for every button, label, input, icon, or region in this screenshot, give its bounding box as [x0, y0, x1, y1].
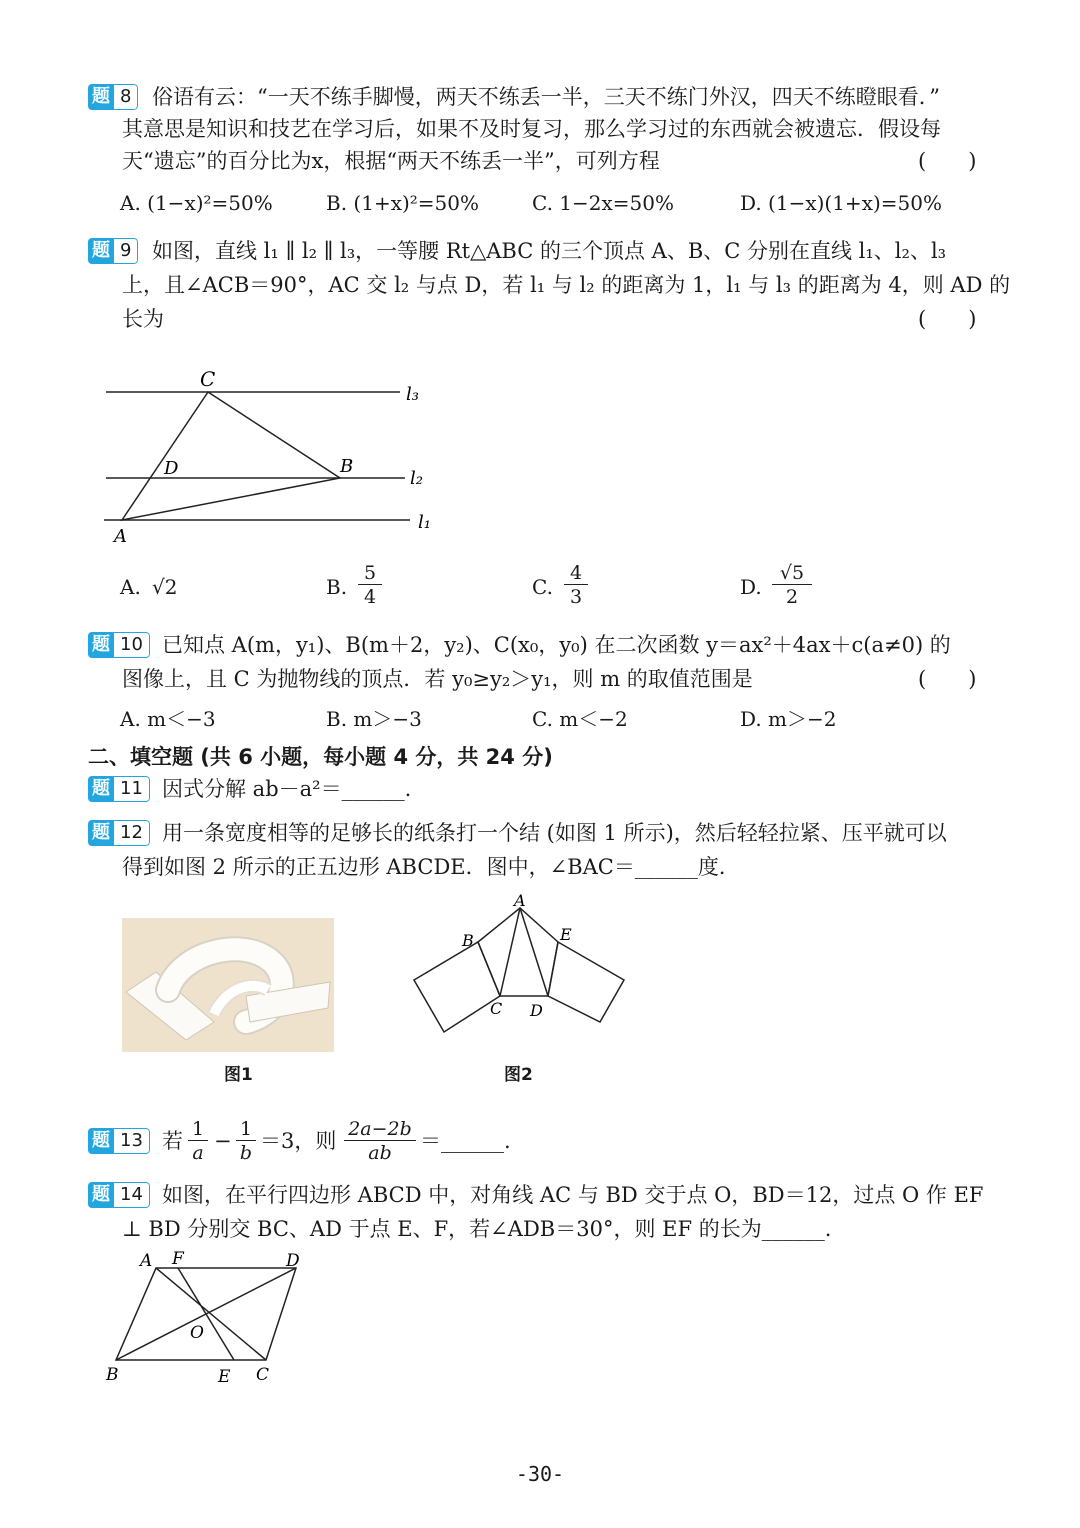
q13-fraction-3-numerator: 2a−2b — [348, 1118, 412, 1140]
q14-line2: ⊥ BD 分别交 BC、AD 于点 E、F，若∠ADB＝30°，则 EF 的长为______. — [122, 1217, 832, 1241]
q8-line3: 天“遗忘”的百分比为x，根据“两天不练丢一半”，可列方程 — [122, 149, 660, 173]
q14-label-a: A — [140, 1251, 153, 1271]
q13-tail: ＝______. — [420, 1129, 511, 1153]
q9-option-c-numerator: 4 — [569, 562, 583, 584]
q9-option-d-label: D. — [740, 575, 762, 599]
q14-line1: 如图，在平行四边形 ABCD 中，对角线 AC 与 BD 交于点 O，BD＝12，过点 O 作 EF — [162, 1183, 984, 1207]
q12-figure1-photo — [122, 918, 334, 1052]
q11-badge-label: 题 — [88, 776, 114, 802]
q13-fraction-3-denominator: ab — [368, 1142, 392, 1164]
q12-badge-number: 12 — [114, 820, 150, 846]
q13-fraction-3 — [344, 1118, 416, 1165]
q9-option-d-fraction — [772, 562, 812, 609]
q9-line1: 如图，直线 l₁ ∥ l₂ ∥ l₃，一等腰 Rt△ABC 的三个顶点 A、B、C 分别在直线 l₁、l₂、l₃ — [152, 239, 947, 263]
q8-option-c: C. 1−2x=50% — [532, 191, 675, 215]
q9-triangle — [122, 392, 340, 520]
q12-label-b: B — [462, 931, 474, 950]
q9-option-a-value: √2 — [152, 575, 178, 599]
q9-option-d-denominator: 2 — [785, 586, 799, 608]
q13-equals: ＝3，则 — [260, 1129, 337, 1153]
q14-badge — [88, 1182, 150, 1208]
q8-option-a: A. (1−x)²=50% — [120, 191, 273, 215]
q14-label-o: O — [190, 1323, 204, 1343]
q8-badge — [88, 84, 138, 110]
q9-option-c-fraction — [564, 562, 588, 609]
q9-option-b-numerator: 5 — [363, 562, 377, 584]
q13-fraction-2-numerator: 1 — [239, 1118, 253, 1140]
pentagon-abcde — [478, 908, 558, 996]
q12-label-e: E — [560, 925, 572, 944]
q9-line3: 长为 — [122, 307, 164, 331]
q14-figure — [100, 1248, 320, 1388]
q9-label-l3: l₃ — [406, 384, 419, 405]
q13-fraction-2-denominator: b — [239, 1142, 253, 1164]
q10-badge — [88, 632, 150, 658]
q9-label-l1: l₁ — [418, 512, 431, 533]
q14-label-b: B — [106, 1365, 119, 1385]
q9-option-b-fraction — [358, 562, 382, 609]
q9-label-c: C — [200, 367, 216, 391]
q10-badge-label: 题 — [88, 632, 114, 658]
q12-label-c: C — [490, 999, 503, 1018]
right-strip — [548, 942, 624, 1022]
q10-option-a: A. m＜−3 — [120, 707, 216, 731]
q13-prefix: 若 — [162, 1129, 183, 1153]
q9-label-d: D — [164, 458, 179, 479]
q11-line1: 因式分解 ab－a²＝______. — [162, 777, 412, 801]
q9-label-a: A — [114, 526, 127, 547]
q9-label-b: B — [340, 456, 354, 477]
q9-option-a-label: A. — [120, 575, 141, 599]
q9-badge-number: 9 — [114, 238, 138, 264]
q9-badge-label: 题 — [88, 238, 114, 264]
diagonal-ac — [156, 1268, 266, 1360]
q13-fraction-2 — [236, 1118, 256, 1165]
q9-option-b-denominator: 4 — [363, 586, 377, 608]
q13-minus: − — [214, 1129, 232, 1153]
q13-badge-label: 题 — [88, 1128, 114, 1154]
q12-figure2 — [404, 892, 634, 1042]
q12-line2: 得到如图 2 所示的正五边形 ABCDE．图中，∠BAC＝______度． — [122, 855, 740, 879]
q12-badge-label: 题 — [88, 820, 114, 846]
q9-option-c-label: C. — [532, 575, 553, 599]
q10-line1: 已知点 A(m，y₁)、B(m＋2，y₂)、C(x₀，y₀) 在二次函数 y＝ax²＋4ax＋c(a≠0) 的 — [162, 633, 951, 657]
q9-answer-paren: ( ) — [918, 307, 977, 331]
q14-label-d: D — [286, 1251, 300, 1271]
q10-line2: 图像上，且 C 为抛物线的顶点．若 y₀≥y₂＞y₁，则 m 的取值范围是 — [122, 667, 753, 691]
q9-figure — [100, 360, 440, 550]
q12-figure1-caption: 图1 — [224, 1065, 253, 1085]
q10-option-b: B. m＞−3 — [326, 707, 422, 731]
q14-label-e: E — [218, 1367, 231, 1387]
paper-knot-image — [122, 918, 334, 1052]
q14-label-f: F — [172, 1249, 184, 1269]
segment-ef — [178, 1268, 234, 1360]
q13-fraction-1-denominator: a — [192, 1142, 204, 1164]
q13-fraction-1-numerator: 1 — [191, 1118, 205, 1140]
q8-line1: 俗语有云：“一天不练手脚慢，两天不练丢一半，三天不练门外汉，四天不练瞪眼看．” — [152, 85, 940, 109]
q8-answer-paren: ( ) — [918, 149, 977, 173]
q9-option-d-numerator: √5 — [779, 562, 805, 584]
page-number: -30- — [515, 1462, 565, 1486]
q8-badge-label: 题 — [88, 84, 114, 110]
left-strip — [414, 942, 503, 1032]
q12-figure2-caption: 图2 — [504, 1065, 533, 1085]
q13-badge-number: 13 — [114, 1128, 150, 1154]
q11-badge-number: 11 — [114, 776, 150, 802]
q8-line2: 其意思是知识和技艺在学习后，如果不及时复习，那么学习过的东西就会被遗忘．假设每 — [122, 117, 941, 141]
q8-badge-number: 8 — [114, 84, 138, 110]
q12-label-d: D — [530, 1001, 543, 1020]
q9-option-b-label: B. — [326, 575, 348, 599]
q9-line2: 上，且∠ACB＝90°，AC 交 l₂ 与点 D，若 l₁ 与 l₂ 的距离为 1，l₁ 与 l₃ 的距离为 4，则 AD 的 — [122, 273, 1011, 297]
q9-label-l2: l₂ — [410, 468, 423, 489]
q13-fraction-1 — [188, 1118, 208, 1165]
q10-option-d: D. m＞−2 — [740, 707, 837, 731]
q10-badge-number: 10 — [114, 632, 150, 658]
q11-badge — [88, 776, 150, 802]
q14-badge-number: 14 — [114, 1182, 150, 1208]
q10-answer-paren: ( ) — [918, 667, 977, 691]
q12-label-a: A — [514, 892, 526, 910]
q9-option-c-denominator: 3 — [569, 586, 583, 608]
q14-label-c: C — [256, 1365, 270, 1385]
section-fill-in-heading: 二、填空题 (共 6 小题，每小题 4 分，共 24 分) — [88, 745, 553, 769]
q10-option-c: C. m＜−2 — [532, 707, 628, 731]
q14-badge-label: 题 — [88, 1182, 114, 1208]
q8-option-d: D. (1−x)(1+x)=50% — [740, 191, 942, 215]
q13-badge — [88, 1128, 150, 1154]
q12-badge — [88, 820, 150, 846]
q12-line1: 用一条宽度相等的足够长的纸条打一个结 (如图 1 所示)，然后轻轻拉紧、压平就可以 — [162, 821, 947, 845]
q8-option-b: B. (1+x)²=50% — [326, 191, 480, 215]
q9-badge — [88, 238, 138, 264]
